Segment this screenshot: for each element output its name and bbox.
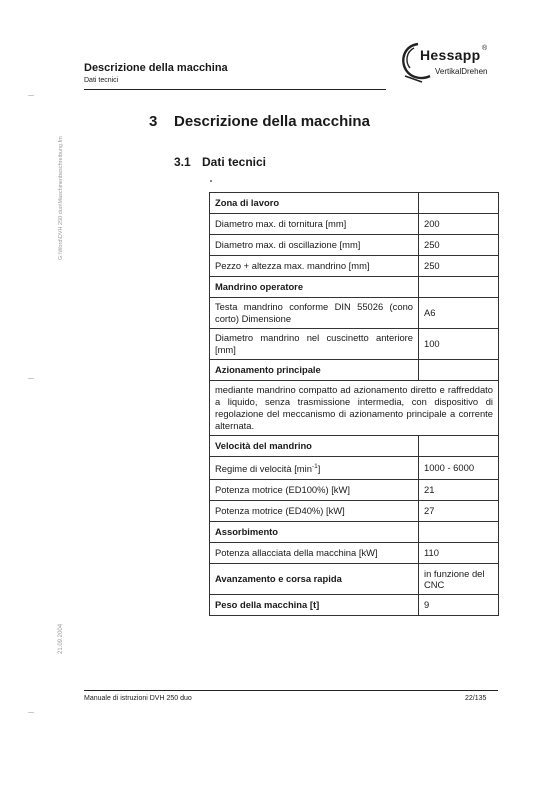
label-text: ] <box>317 463 321 475</box>
section-cell-velocita: Velocità del mandrino <box>210 436 419 457</box>
empty-cell <box>419 522 499 543</box>
label-text: Regime di velocità [min <box>215 463 312 475</box>
footer-page-number: 22/135 <box>465 695 487 702</box>
section-number: 3.1 <box>174 155 191 169</box>
row-label: Potenza motrice (ED100%) [kW] <box>210 480 419 501</box>
chapter-number: 3 <box>149 113 158 130</box>
margin-tick <box>28 378 34 379</box>
row-value: 9 <box>419 595 499 616</box>
section-cell-mandrino: Mandrino operatore <box>210 277 419 298</box>
table-row <box>210 501 499 522</box>
table-row <box>210 543 499 564</box>
logo-tagline: VertikalDrehen <box>435 67 488 76</box>
row-value: A6 <box>419 298 499 329</box>
row-label <box>210 457 419 480</box>
table-row <box>210 595 499 616</box>
margin-file-path: G:\Word\DVH 250 duo\Maschinenbeschreibung.fm <box>58 136 64 260</box>
empty-cell <box>419 193 499 214</box>
table-row <box>210 360 499 381</box>
stray-dot <box>210 180 212 182</box>
footer-manual-title: Manuale di istruzioni DVH 250 duo <box>84 695 192 702</box>
chapter-title: Descrizione della macchina <box>174 113 370 130</box>
margin-tick <box>28 712 34 713</box>
row-label: Testa mandrino conforme DIN 55026 (cono corto) Dimensione <box>210 298 419 329</box>
margin-date: 21.09.2004 <box>58 623 64 654</box>
row-label: Potenza motrice (ED40%) [kW] <box>210 501 419 522</box>
row-value: 21 <box>419 480 499 501</box>
empty-cell <box>419 360 499 381</box>
header-subtitle: Dati tecnici <box>84 77 119 84</box>
row-value: 250 <box>419 235 499 256</box>
table-row <box>210 193 499 214</box>
azionamento-description: mediante mandrino compatto ad azionamento diretto e raffreddato a liquido, senza trasmissione intermedia, con dispositivo di regolazione del meccanismo di azionamento principale a corrente alternata. <box>210 381 499 436</box>
row-value: 27 <box>419 501 499 522</box>
table-row <box>210 522 499 543</box>
table-row <box>210 457 499 480</box>
header-title: Descrizione della macchina <box>84 62 228 74</box>
row-value: 1000 - 6000 <box>419 457 499 480</box>
margin-tick <box>28 95 34 96</box>
table-row <box>210 256 499 277</box>
spec-table <box>209 192 499 616</box>
row-value: 200 <box>419 214 499 235</box>
table-row <box>210 235 499 256</box>
section-cell-azionamento: Azionamento principale <box>210 360 419 381</box>
table-row <box>210 480 499 501</box>
row-value: in funzione del CNC <box>419 564 499 595</box>
row-label: Diametro max. di oscillazione [mm] <box>210 235 419 256</box>
row-label: Avanzamento e corsa rapida <box>210 564 419 595</box>
label-superscript: -1 <box>311 462 318 470</box>
section-title: Dati tecnici <box>202 155 267 169</box>
table-row <box>210 214 499 235</box>
row-value: 100 <box>419 329 499 360</box>
row-value: 250 <box>419 256 499 277</box>
table-row <box>210 329 499 360</box>
footer-rule <box>84 690 498 691</box>
table-row <box>210 381 499 436</box>
table-row <box>210 298 499 329</box>
row-label: Peso della macchina [t] <box>210 595 419 616</box>
empty-cell <box>419 436 499 457</box>
table-row <box>210 436 499 457</box>
logo-name: Hessapp <box>420 47 481 63</box>
row-label: Pezzo + altezza max. mandrino [mm] <box>210 256 419 277</box>
section-cell-assorbimento: Assorbimento <box>210 522 419 543</box>
row-value: 110 <box>419 543 499 564</box>
row-label: Diametro mandrino nel cuscinetto anteriore [mm] <box>210 329 419 360</box>
section-cell-zona: Zona di lavoro <box>210 193 419 214</box>
table-row <box>210 277 499 298</box>
logo-registered-mark: ® <box>482 45 488 52</box>
row-label: Potenza allacciata della macchina [kW] <box>210 543 419 564</box>
empty-cell <box>419 277 499 298</box>
header-rule <box>84 89 386 90</box>
row-label: Diametro max. di tornitura [mm] <box>210 214 419 235</box>
table-row <box>210 564 499 595</box>
